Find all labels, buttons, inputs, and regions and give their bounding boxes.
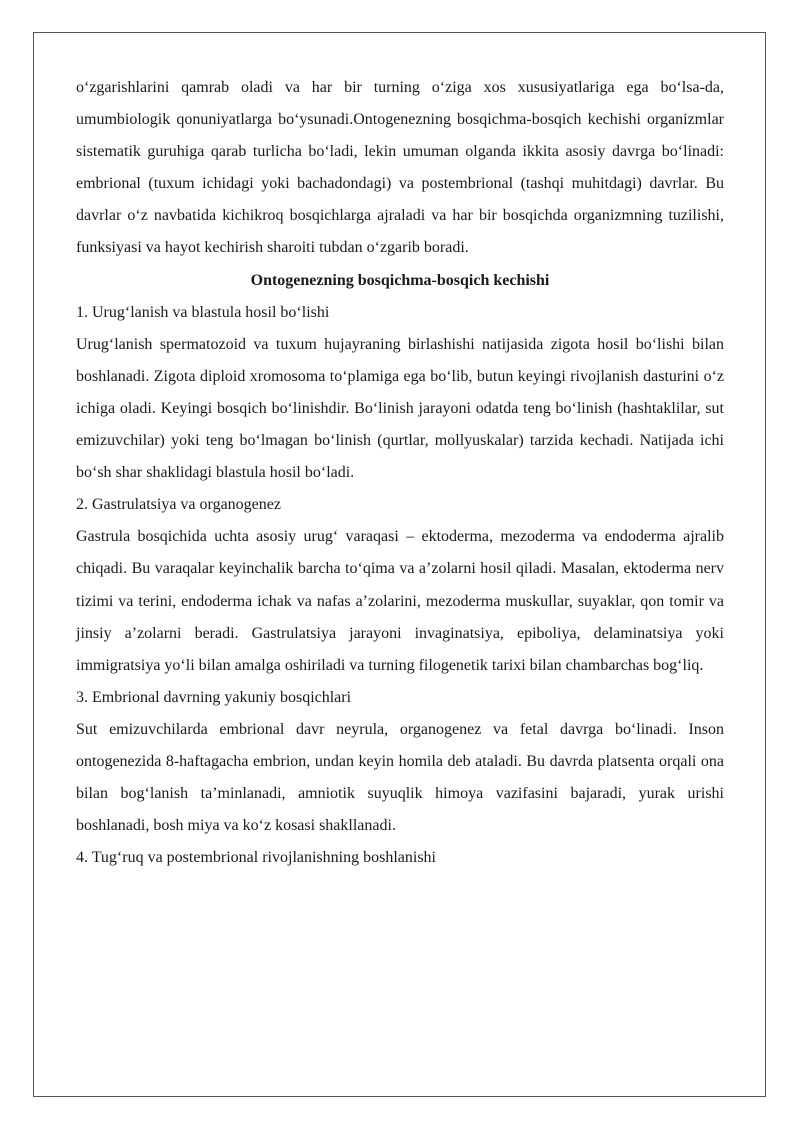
section-heading: Ontogenezning bosqichma-bosqich kechishi — [250, 271, 550, 289]
section-body-1: Urug‘lanish spermatozoid va tuxum hujayraning birlashishi natijasida zigota hosil bo‘lishi bilan boshlanadi. Zigota diploid xromosoma to‘plamiga ega bo‘lib, butun keyingi rivojlanish dasturini o‘z ichiga oladi. Keyingi bosqich bo‘linishdir. Bo‘linish jarayoni odatda teng bo‘linish (hashtaklilar, sut emizuvchilar) yoki teng bo‘lmagan bo‘linish (qurtlar, mollyuskalar) tarzida kechadi. Natijada ichi bo‘sh shar shaklidagi blastula hosil bo‘ladi. — [76, 335, 724, 482]
section-body-2: Gastrula bosqichida uchta asosiy urug‘ varaqasi – ektoderma, mezoderma va endoderma ajralib chiqadi. Bu varaqalar keyinchalik barcha to‘qima va a’zolarni hosil qiladi. Masalan, ektoderma nerv tizimi va terini, endoderma ichak va nafas a’zolarini, mezoderma muskullar, suyaklar, qon tomir va jinsiy a’zolarni beradi. Gastrulatsiya jarayoni invaginatsiya, epiboliya, delaminatsiya yoki immigratsiya yo‘li bilan amalga oshiriladi va turning filogenetik tarixi bilan chambarchas bog‘liq. — [76, 528, 724, 674]
section-title-3: 3. Embrional davrning yakuniy bosqichlari — [76, 688, 352, 706]
section-title-1: 1. Urug‘lanish va blastula hosil bo‘lishi — [76, 303, 330, 321]
document-body — [76, 72, 724, 874]
intro-paragraph: o‘zgarishlarini qamrab oladi va har bir turning o‘ziga xos xususiyatlariga ega bo‘lsa-da, umumbiologik qonuniyatlarga bo‘ysunadi.Ontogenezning bosqichma-bosqich kechishi organizmlar sistematik guruhiga qarab turlicha bo‘ladi, lekin umuman olganda ikkita asosiy davrga bo‘linadi: embrional (tuxum ichidagi yoki bachadondagi) va postembrional (tashqi muhitdagi) davrlar. Bu davrlar o‘z navbatida kichikroq bosqichlarga ajraladi va har bir bosqichda organizmning tuzilishi, funksiyasi va hayot kechirish sharoiti tubdan o‘zgarib boradi. — [76, 79, 724, 257]
section-body-3: Sut emizuvchilarda embrional davr neyrula, organogenez va fetal davrga bo‘linadi. Inson ontogenezida 8-haftagacha embrion, undan keyin homila deb ataladi. Bu davrda platsenta orqali ona bilan bog‘lanish ta’minlanadi, amniotik suyuqlik himoya vazifasini bajaradi, yurak urishi boshlanadi, bosh miya va ko‘z kosasi shakllanadi. — [76, 720, 724, 835]
section-title-2: 2. Gastrulatsiya va organogenez — [76, 496, 281, 514]
section-title-4: 4. Tug‘ruq va postembrional rivojlanishning boshlanishi — [76, 849, 436, 867]
